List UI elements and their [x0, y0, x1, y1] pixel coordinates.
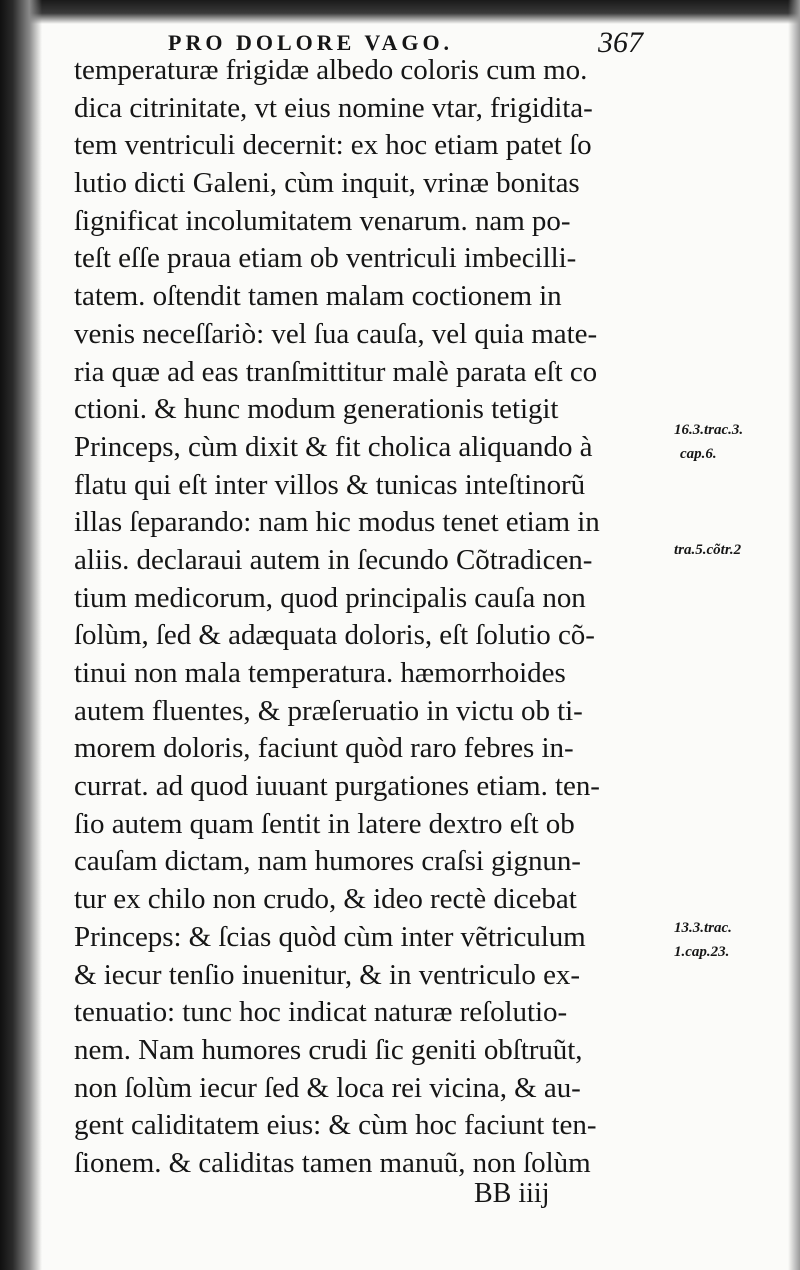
text-line: ſio autem quam ſentit in latere dextro eſt ob	[74, 807, 575, 840]
text-line: morem doloris, faciunt quòd raro febres in-	[74, 732, 574, 765]
scan-gutter-shadow	[0, 0, 42, 1270]
text-line: autem fluentes, & præſeruatio in victu ob ti-	[74, 694, 583, 727]
text-line: ria quæ ad eas tranſmittitur malè parata eſt co	[74, 355, 598, 388]
text-line: ſolùm, ſed & adæquata doloris, eſt ſolutio cõ-	[74, 619, 595, 652]
text-line: illas ſeparando: nam hic modus tenet etiam in	[74, 506, 600, 539]
marginal-note-3	[674, 916, 732, 964]
text-line: temperaturæ frigidæ albedo coloris cum mo.	[74, 54, 588, 86]
marginal-note-line: 1.cap.23.	[674, 944, 730, 960]
text-line: tem ventriculi decernit: ex hoc etiam patet ſo	[74, 129, 592, 162]
text-line: tinui non mala temperatura. hæmorrhoides	[74, 657, 566, 689]
marginal-note-1	[674, 418, 743, 466]
text-line: gent caliditatem eius: & cùm hoc faciunt ten-	[74, 1109, 597, 1142]
page-number: 367	[598, 26, 643, 59]
scan-right-edge	[788, 0, 800, 1270]
marginal-note-line: tra.5.cõtr.2	[674, 542, 742, 558]
marginal-note-2	[674, 538, 741, 562]
text-line: aliis. declaraui autem in ſecundo Cõtradicen-	[74, 543, 593, 576]
text-line: & iecur tenſio inuenitur, & in ventriculo ex-	[74, 958, 581, 991]
text-line: tium medicorum, quod principalis cauſa non	[74, 581, 586, 614]
text-line: Princeps, cùm dixit & fit cholica aliquando à	[74, 430, 593, 463]
marginal-note-line: 16.3.trac.3.	[674, 422, 744, 438]
marginal-note-line: cap.6.	[680, 446, 717, 462]
text-line: currat. ad quod iuuant purgationes etiam. ten-	[74, 770, 600, 803]
text-line: teſt eſſe praua etiam ob ventriculi imbecilli-	[74, 242, 577, 275]
running-head-title: PRO DOLORE VAGO.	[168, 30, 454, 55]
text-line: non ſolùm iecur ſed & loca rei vicina, & au-	[74, 1071, 581, 1104]
text-line: venis neceſſariò: vel ſua cauſa, vel quia mate-	[74, 317, 598, 350]
text-line: nem. Nam humores crudi ſic geniti obſtruũt,	[74, 1033, 583, 1066]
text-line: flatu qui eſt inter villos & tunicas inteſtinorũ	[74, 468, 586, 501]
body-text	[74, 52, 674, 1183]
text-line: tatem. oſtendit tamen malam coctionem in	[74, 280, 562, 313]
scan-top-shadow	[0, 0, 800, 24]
text-line: cauſam dictam, nam humores craſsi gignun-	[74, 845, 581, 878]
signature-mark: BB iiij	[474, 1178, 550, 1209]
text-line: tenuatio: tunc hoc indicat naturæ reſolutio-	[74, 996, 568, 1029]
text-line: ſionem. & caliditas tamen manuũ, non ſolùm	[74, 1146, 591, 1179]
text-line: lutio dicti Galeni, cùm inquit, vrinæ bonitas	[74, 167, 580, 200]
text-line: tur ex chilo non crudo, & ideo rectè dicebat	[74, 883, 577, 916]
text-line: Princeps: & ſcias quòd cùm inter vẽtriculum	[74, 920, 586, 953]
text-line: ſignificat incolumitatem venarum. nam po-	[74, 204, 571, 237]
marginal-note-line: 13.3.trac.	[674, 920, 732, 936]
text-line: ctioni. & hunc modum generationis tetigit	[74, 393, 559, 426]
text-line: dica citrinitate, vt eius nomine vtar, frigidita-	[74, 91, 593, 124]
